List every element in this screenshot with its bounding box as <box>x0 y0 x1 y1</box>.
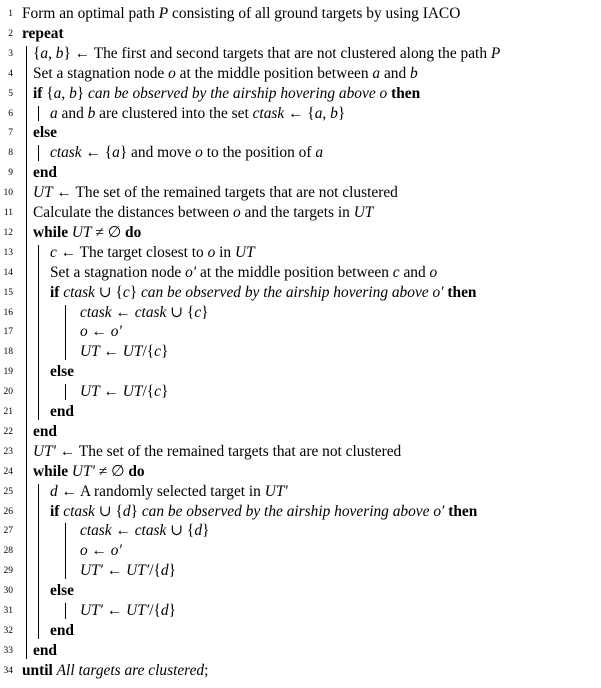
text-segment: ← <box>111 522 135 540</box>
text-segment: { <box>33 44 41 62</box>
line-number: 27 <box>3 526 13 537</box>
block-guide-line <box>38 106 39 122</box>
text-segment: } and move <box>119 144 196 162</box>
line-text <box>22 3 460 25</box>
line-number: 2 <box>8 28 13 39</box>
line-text <box>80 600 176 622</box>
math-term: a <box>315 144 324 162</box>
line-text <box>80 321 122 343</box>
text-segment: and <box>399 263 430 281</box>
line-text <box>22 660 208 682</box>
math-term: can be observed by the airship hovering above o <box>88 84 388 102</box>
line-text <box>33 182 398 204</box>
line-text <box>33 202 373 224</box>
math-term: can be observed by the airship hovering above o′ <box>141 502 445 520</box>
math-term: c <box>392 263 400 281</box>
keyword: end <box>50 621 74 639</box>
line-text <box>80 560 176 582</box>
keyword: if <box>50 283 60 301</box>
block-guide-line <box>65 305 66 361</box>
keyword: then <box>448 502 478 520</box>
text-segment: ← <box>103 602 127 619</box>
keyword: then <box>447 283 477 301</box>
math-term: UT′ <box>80 602 104 619</box>
block-guide-line <box>38 145 39 161</box>
line-text <box>80 302 209 324</box>
line-text <box>50 401 74 423</box>
text-segment: } <box>168 562 176 580</box>
text-segment: ; <box>204 661 209 679</box>
line-number: 29 <box>3 566 13 577</box>
keyword: else <box>33 124 57 142</box>
keyword: while <box>33 462 69 480</box>
math-term: b <box>330 104 338 122</box>
text-segment: ← <box>103 562 127 580</box>
text-segment: } <box>130 502 142 520</box>
line-number: 1 <box>8 9 13 19</box>
line-number: 32 <box>3 625 13 636</box>
text-segment: } <box>129 283 141 301</box>
math-term: a <box>372 64 381 82</box>
math-term: c <box>122 283 130 301</box>
keyword: if <box>50 502 60 520</box>
line-number: 33 <box>3 645 13 656</box>
math-term: ctask <box>63 283 95 301</box>
text-segment: } <box>201 303 209 321</box>
math-term: ctask <box>50 144 82 162</box>
text-segment: ≠ ∅ <box>91 223 126 241</box>
line-number: 25 <box>3 486 13 497</box>
block-guide-line <box>65 523 66 579</box>
text-segment: ∪ { <box>94 283 123 301</box>
line-number: 13 <box>3 247 13 258</box>
math-term: P <box>158 5 169 22</box>
line-number: 14 <box>3 267 13 278</box>
line-text <box>50 242 255 264</box>
line-number: 11 <box>3 208 13 218</box>
text-segment: and the targets in <box>240 204 354 221</box>
text-segment: and <box>57 104 88 122</box>
line-number: 22 <box>3 426 13 437</box>
text-segment: { <box>42 84 54 102</box>
text-segment: ← A randomly selected target in <box>57 482 265 500</box>
line-number: 12 <box>3 227 13 238</box>
line-text <box>50 103 345 125</box>
text-segment: ← The set of the remained targets that are not clustered <box>56 442 402 460</box>
line-number: 18 <box>3 347 13 358</box>
line-text <box>80 341 168 363</box>
math-term: o <box>195 144 203 162</box>
line-number: 16 <box>3 307 13 318</box>
text-segment: , <box>48 44 56 62</box>
keyword: repeat <box>22 24 64 42</box>
text-segment: ∪ { <box>166 522 195 540</box>
line-text <box>80 381 168 403</box>
math-term: o <box>80 542 88 560</box>
block-guide-line <box>65 603 66 619</box>
text-segment: } ← The first and second targets that are not clustered along the path <box>63 44 491 62</box>
line-number: 6 <box>8 108 13 119</box>
line-text <box>33 43 500 65</box>
line-text <box>80 520 209 542</box>
line-number: 10 <box>3 188 13 199</box>
math-term: o′ <box>110 323 122 341</box>
math-term: d <box>194 522 203 540</box>
keyword: else <box>50 363 74 381</box>
text-segment: } <box>76 84 89 102</box>
math-term: UT <box>234 243 255 261</box>
text-segment: ← <box>87 542 111 560</box>
math-term: o <box>429 263 438 281</box>
math-term: c <box>50 243 57 261</box>
math-term: d <box>160 562 169 580</box>
math-term: o <box>80 323 88 341</box>
line-text <box>50 580 74 602</box>
math-term: P <box>490 44 501 62</box>
math-term: a <box>50 104 58 122</box>
line-text <box>50 262 437 284</box>
line-text <box>50 282 476 304</box>
block-guide-line <box>38 245 39 420</box>
keyword: else <box>50 582 74 600</box>
text-segment: } <box>337 104 346 122</box>
line-number: 5 <box>8 88 13 99</box>
math-term: b <box>410 64 418 82</box>
line-number: 34 <box>3 665 13 676</box>
block-guide-line <box>38 484 39 639</box>
line-text <box>50 361 74 383</box>
text-segment: to the position of <box>202 144 316 162</box>
math-term: o <box>168 64 176 82</box>
line-text <box>50 142 323 164</box>
line-number: 8 <box>8 148 13 159</box>
text-segment: consisting of all ground targets by using IACO <box>168 5 461 22</box>
text-segment: ∪ { <box>166 303 195 321</box>
math-term: d <box>50 482 58 500</box>
text-segment: /{ <box>149 602 161 619</box>
text-segment: } <box>160 383 169 401</box>
math-term: c <box>154 383 161 401</box>
math-term: o′ <box>185 263 197 281</box>
line-text <box>33 122 57 144</box>
math-term: ctask <box>80 522 112 540</box>
text-segment: /{ <box>142 383 155 401</box>
math-term: c <box>194 303 202 321</box>
math-term: UT <box>80 383 100 401</box>
math-term: d <box>122 502 131 520</box>
line-number: 3 <box>8 48 13 59</box>
text-segment: } <box>160 343 169 361</box>
line-text <box>50 620 74 642</box>
block-guide-line <box>26 46 27 659</box>
math-term: o′ <box>110 542 122 560</box>
math-term: a <box>314 104 323 122</box>
keyword: end <box>33 164 57 182</box>
math-term: UT <box>71 223 92 241</box>
math-term: b <box>87 104 96 122</box>
math-term: UT <box>353 204 374 221</box>
block-guide-line <box>65 384 66 400</box>
line-text <box>50 501 477 523</box>
text-segment: } <box>202 522 210 540</box>
text-segment: , <box>61 84 70 102</box>
keyword: end <box>33 641 57 659</box>
math-term: UT <box>80 343 100 361</box>
line-number: 9 <box>8 168 13 179</box>
math-term: ctask <box>134 522 167 540</box>
math-term: UT′ <box>126 562 150 580</box>
math-term: can be observed by the airship hovering above o′ <box>140 283 444 301</box>
line-text <box>22 23 64 45</box>
math-term: o <box>207 243 216 261</box>
math-term: UT <box>33 184 53 202</box>
text-segment: at the middle position between <box>175 64 373 82</box>
text-segment: Calculate the distances between <box>33 204 233 221</box>
math-term: b <box>69 84 77 102</box>
math-term: a <box>40 44 49 62</box>
text-segment: Set a stagnation node <box>33 64 169 82</box>
math-term: d <box>160 602 169 619</box>
line-number: 15 <box>3 287 13 298</box>
text-segment: } <box>168 602 176 619</box>
math-term: ctask <box>63 502 95 520</box>
text-segment: ← <box>99 343 123 361</box>
line-number: 24 <box>3 466 13 477</box>
text-segment: at the middle position between <box>196 263 393 281</box>
keyword: while <box>33 223 69 241</box>
keyword: end <box>50 403 74 420</box>
math-term: a <box>112 144 120 162</box>
line-text <box>33 222 141 244</box>
math-term: All targets are clustered <box>56 661 205 679</box>
math-term: UT′ <box>126 602 150 619</box>
line-text <box>33 421 57 443</box>
line-text <box>80 540 122 562</box>
line-number: 31 <box>3 606 13 616</box>
line-number: 23 <box>3 446 13 457</box>
math-term: UT′ <box>264 482 288 500</box>
text-segment: and <box>380 64 411 82</box>
text-segment: in <box>215 243 235 261</box>
line-text <box>50 481 288 503</box>
keyword: end <box>33 422 57 440</box>
math-term: UT′ <box>33 442 57 460</box>
text-segment: Form an optimal path <box>22 5 159 22</box>
text-segment: ∪ { <box>94 502 123 520</box>
line-number: 30 <box>3 586 13 597</box>
keyword: do <box>128 462 145 480</box>
line-number: 28 <box>3 546 13 557</box>
line-text <box>33 162 57 184</box>
line-text <box>33 441 401 463</box>
math-term: a <box>53 84 62 102</box>
text-segment: /{ <box>149 562 161 580</box>
text-segment: , <box>322 104 331 122</box>
math-term: UT <box>122 343 143 361</box>
line-number: 26 <box>3 506 13 517</box>
text-segment: ← <box>99 383 123 401</box>
math-term: o <box>233 204 241 221</box>
keyword: until <box>22 661 53 679</box>
line-number: 21 <box>3 407 13 417</box>
text-segment: ← { <box>81 144 113 162</box>
text-segment: ≠ ∅ <box>94 462 129 480</box>
text-segment: ← The set of the remained targets that are not clustered <box>52 184 398 202</box>
math-term: UT′ <box>71 462 95 480</box>
line-number: 17 <box>3 327 13 338</box>
line-number: 7 <box>8 128 13 139</box>
math-term: ctask <box>80 303 112 321</box>
keyword: do <box>125 223 142 241</box>
math-term: ctask <box>134 303 167 321</box>
math-term: b <box>55 44 64 62</box>
line-text <box>33 461 145 483</box>
keyword: then <box>391 84 421 102</box>
keyword: if <box>33 84 43 102</box>
line-number: 20 <box>3 387 13 398</box>
math-term: c <box>154 343 161 361</box>
line-text <box>33 83 420 105</box>
line-text <box>33 63 418 85</box>
math-term: ctask <box>252 104 285 122</box>
math-term: UT <box>122 383 143 401</box>
math-term: UT′ <box>80 562 104 580</box>
text-segment: /{ <box>142 343 155 361</box>
text-segment: are clustered into the set <box>95 104 253 122</box>
text-segment: ← The target closest to <box>56 243 208 261</box>
text-segment: ← <box>87 323 111 341</box>
text-segment: ← { <box>284 104 315 122</box>
text-segment: Set a stagnation node <box>50 263 186 281</box>
line-text <box>33 640 57 662</box>
text-segment: ← <box>111 303 135 321</box>
line-number: 4 <box>8 68 13 79</box>
line-number: 19 <box>3 367 13 378</box>
